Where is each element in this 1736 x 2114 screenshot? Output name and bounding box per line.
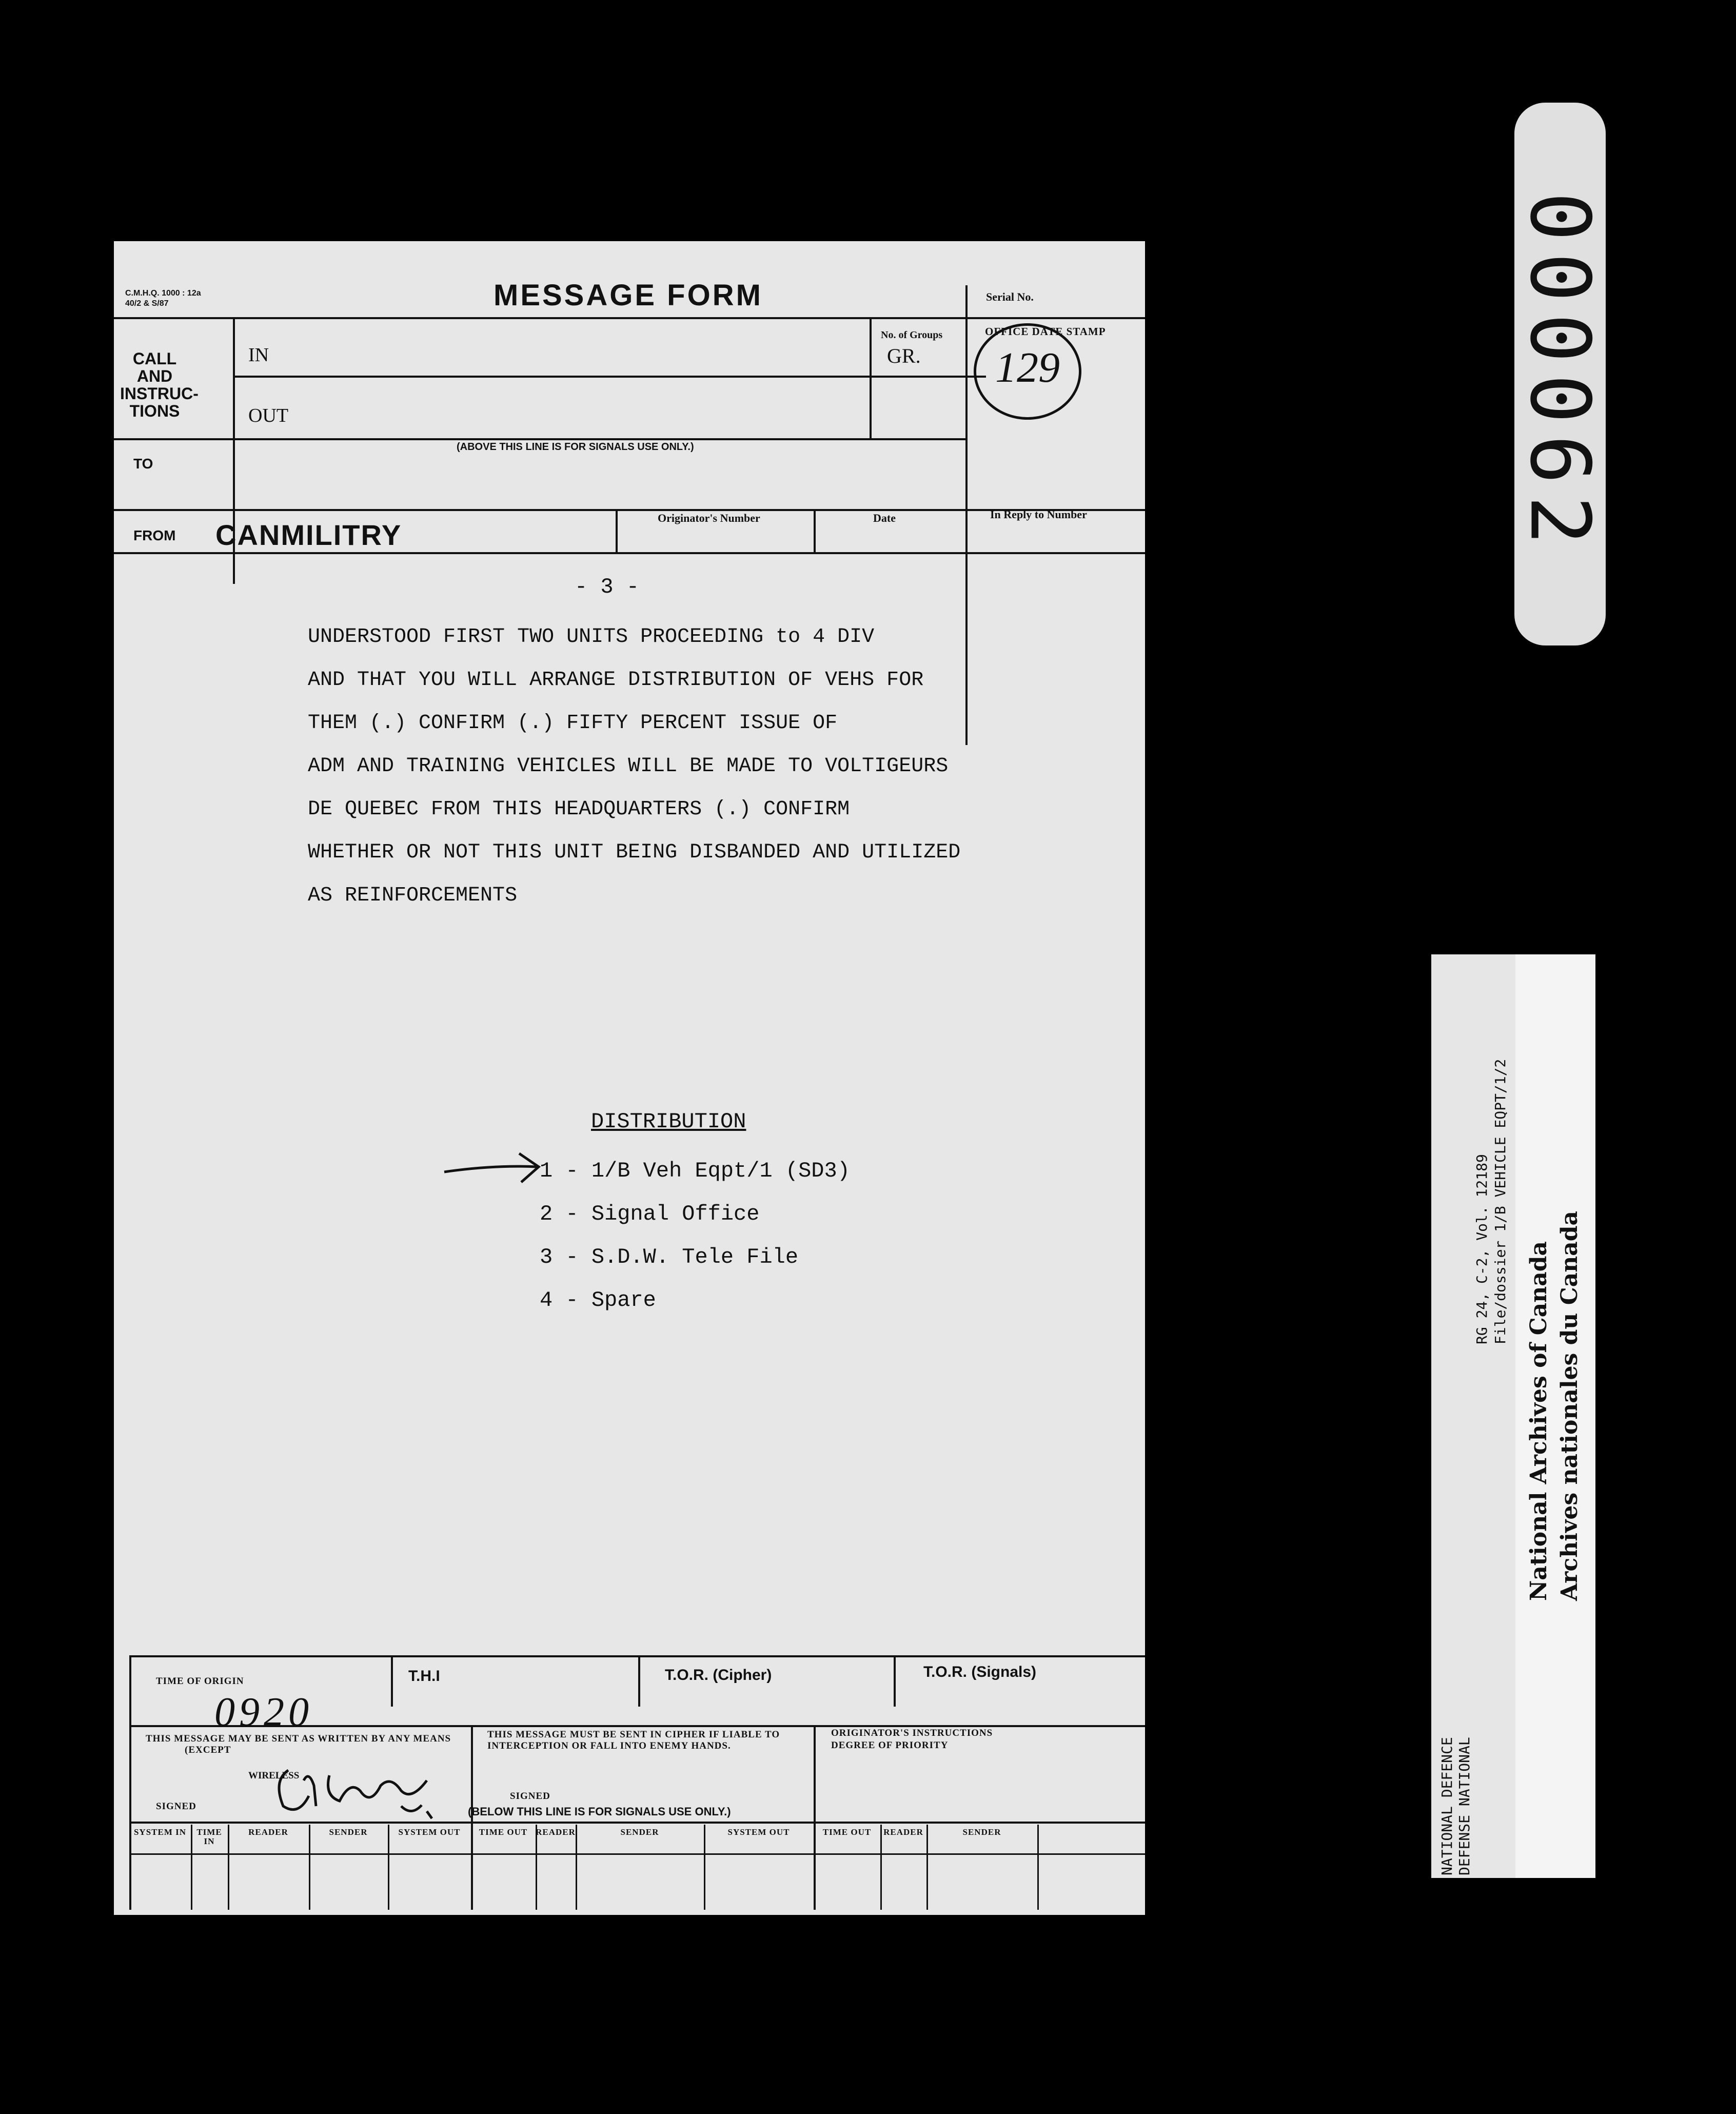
signature [273, 1750, 447, 1827]
column-header: SENDER [620, 1827, 659, 1837]
archive-label [1431, 954, 1595, 1878]
form-code [125, 288, 201, 309]
call-instructions-label: CALL AND INSTRUC-TIONS [120, 349, 199, 420]
message-line: AS REINFORCEMENTS [308, 884, 518, 907]
from-value: CANMILITRY [215, 519, 402, 551]
form-title: MESSAGE FORM [494, 279, 763, 312]
note-line: THIS MESSAGE MUST BE SENT IN CIPHER IF LIABLE TO [487, 1729, 780, 1740]
column-header: READER [883, 1827, 923, 1837]
message-line: DE QUEBEC FROM THIS HEADQUARTERS (.) CONFIRM [308, 798, 850, 821]
originator-number-label: Originator's Number [658, 512, 760, 524]
distribution-heading: DISTRIBUTION [591, 1109, 746, 1134]
column-header: TIME OUT [822, 1827, 872, 1837]
archive-ref-line: RG 24, C-2, Vol. 12189 [1473, 1154, 1490, 1344]
rule [926, 1825, 928, 1910]
page-number: - 3 - [575, 575, 640, 599]
message-line: ADM AND TRAINING VEHICLES WILL BE MADE TO VOLTIGEURS [308, 755, 949, 778]
distribution-list [540, 1149, 850, 1322]
originator-instructions [831, 1727, 993, 1752]
gr-label: GR. [887, 344, 921, 367]
note-line: INTERCEPTION OR FALL INTO ENEMY HANDS. [487, 1740, 731, 1751]
message-line: WHETHER OR NOT THIS UNIT BEING DISBANDED AND UTILIZED [308, 841, 961, 864]
rule [129, 1655, 131, 1910]
note-line: ORIGINATOR'S INSTRUCTIONS [831, 1728, 993, 1738]
wireless-label: WIRELESS [248, 1770, 300, 1781]
office-date-stamp-label: OFFICE DATE STAMP [985, 325, 1106, 338]
reply-number-label: In Reply to Number [990, 508, 1087, 521]
rule [388, 1825, 389, 1910]
rule [814, 509, 816, 552]
tor-cipher-label: T.O.R. (Cipher) [665, 1667, 772, 1684]
rule [1037, 1825, 1039, 1910]
groups-label: No. of Groups [881, 329, 943, 341]
message-line: UNDERSTOOD FIRST TWO UNITS PROCEEDING to 4 DIV [308, 625, 875, 649]
in-label: IN [248, 344, 269, 366]
note-line: THIS MESSAGE MAY BE SENT AS WRITTEN BY ANY MEANS [146, 1733, 451, 1744]
time-of-origin-value: 0920 [214, 1690, 313, 1735]
column-header: SENDER [329, 1827, 368, 1837]
archive-ref-line: DEFENSE NATIONAL [1456, 1737, 1473, 1875]
rule [114, 552, 1145, 554]
column-header: READER [248, 1827, 288, 1837]
rule [894, 1655, 896, 1707]
rule [638, 1655, 640, 1707]
rule [129, 1853, 1145, 1855]
out-label: OUT [248, 405, 289, 426]
archive-name-fr: Archives nationales du Canada [1556, 1210, 1583, 1601]
frame-number: 000062 [1512, 192, 1608, 556]
rule [471, 1825, 472, 1910]
distribution-item: 2 - Signal Office [540, 1202, 760, 1226]
frame-counter [1514, 103, 1606, 645]
column-header: TIME OUT [479, 1827, 528, 1837]
rule [965, 285, 968, 745]
serial-number-label: Serial No. [986, 290, 1034, 303]
rule [114, 438, 966, 440]
below-line-note: (BELOW THIS LINE IS FOR SIGNALS USE ONLY.) [468, 1805, 731, 1818]
message-line: AND THAT YOU WILL ARRANGE DISTRIBUTION OF VEHS FOR [308, 669, 924, 692]
rule [114, 317, 1145, 319]
column-header: TIME IN [196, 1827, 222, 1846]
note-line: (EXCEPT [185, 1745, 231, 1755]
above-line-note: (ABOVE THIS LINE IS FOR SIGNALS USE ONLY.) [457, 441, 694, 453]
distribution-item: 4 - Spare [540, 1288, 656, 1313]
rule [129, 1655, 1145, 1657]
rule [880, 1825, 882, 1910]
column-header: SENDER [962, 1827, 1001, 1837]
message-form [114, 241, 1145, 1915]
tor-signals-label: T.O.R. (Signals) [923, 1663, 1037, 1680]
archive-ref-line: NATIONAL DEFENCE [1438, 1737, 1455, 1875]
distribution-item: 1 - 1/B Veh Eqpt/1 (SD3) [540, 1159, 850, 1183]
time-of-origin-label: TIME OF ORIGIN [156, 1676, 244, 1687]
column-header: SYSTEM OUT [727, 1827, 790, 1837]
form-code-line: 40/2 & S/87 [125, 299, 169, 308]
archive-name-en: National Archives of Canada [1526, 1241, 1552, 1601]
cipher-note [487, 1729, 780, 1752]
distribution-item: 3 - S.D.W. Tele File [540, 1245, 799, 1269]
archive-ref-line: File/dossier 1/B VEHICLE EQPT/1/2 [1492, 1059, 1509, 1344]
column-header: READER [536, 1827, 576, 1837]
rule [814, 1825, 815, 1910]
rule [309, 1825, 310, 1910]
rule [233, 376, 986, 378]
signed-label: SIGNED [156, 1801, 196, 1812]
thi-label: T.H.I [408, 1668, 440, 1685]
rule [576, 1825, 577, 1910]
arrow-icon [442, 1149, 545, 1185]
stamp-number: 129 [995, 344, 1060, 392]
from-label: FROM [133, 527, 176, 543]
signed-label: SIGNED [510, 1791, 550, 1802]
rule [391, 1655, 393, 1707]
rule [704, 1825, 705, 1910]
date-label: Date [873, 512, 896, 524]
rule [228, 1825, 229, 1910]
message-body [308, 616, 960, 917]
rule [616, 509, 618, 552]
column-header: SYSTEM OUT [398, 1827, 461, 1837]
column-header: SYSTEM IN [133, 1827, 187, 1837]
message-line: THEM (.) CONFIRM (.) FIFTY PERCENT ISSUE OF [308, 712, 838, 735]
note-line: DEGREE OF PRIORITY [831, 1740, 949, 1751]
form-code-line: C.M.H.Q. 1000 : 12a [125, 289, 201, 298]
rule [536, 1825, 537, 1910]
to-label: TO [133, 456, 153, 472]
rule [870, 317, 872, 440]
